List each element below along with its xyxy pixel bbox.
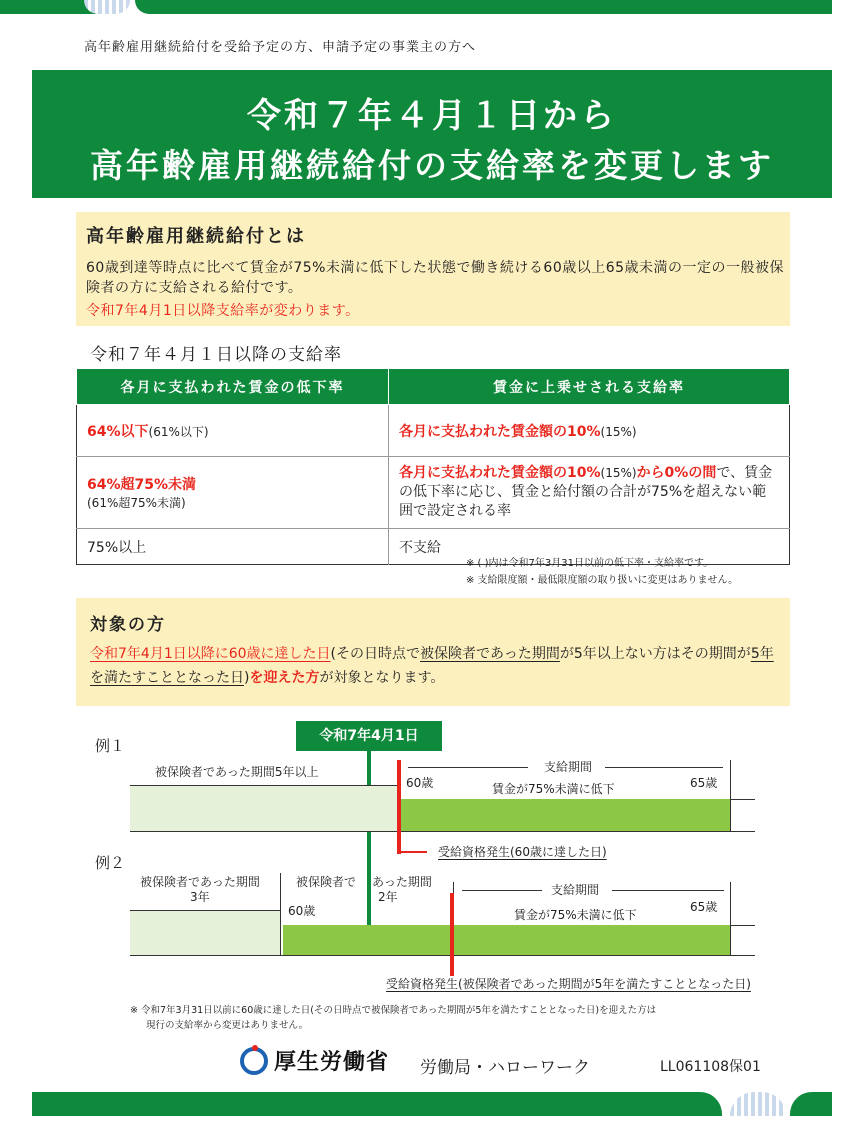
bottom-band — [790, 1092, 832, 1116]
ministry-logo — [240, 1045, 389, 1076]
eligibility-label: 受給資格発生(被保険者であった期間が5年を満たすこととなった日) — [386, 977, 751, 991]
age-60-label: 60歳 — [288, 904, 316, 918]
rate-value: 75%以上 — [87, 539, 147, 556]
footnote-line: 現行の支給率から変更はありません。 — [146, 1020, 309, 1031]
target-highlight: 令和7年4月1日以降に60歳に達した日 — [90, 646, 331, 662]
insured-period-label: あった期間 — [372, 875, 432, 889]
benefit-rate-description: で、賃金の低下率に応じ、賃金と給付額の合計が75%を超えない範囲で設定される率 — [399, 465, 773, 519]
title-line-1: 令和７年４月１日から — [247, 96, 617, 136]
ministry-name: 厚生労働省 — [274, 1050, 390, 1075]
note: ※ 支給限度額・最低限度額の取り扱いに変更はありません。 — [466, 575, 739, 586]
subheading: 高年齢雇用継続給付を受給予定の方、申請予定の事業主の方へ — [84, 40, 477, 55]
insured-period-label: 被保険者で — [296, 875, 357, 889]
bar-outline — [130, 831, 755, 832]
table-row — [77, 457, 790, 529]
benefit-rate: 不支給 — [399, 539, 441, 556]
top-band — [135, 0, 832, 14]
benefit-period-label: 支給期間 — [551, 883, 600, 897]
bar-outline — [130, 955, 755, 956]
title-banner — [32, 70, 832, 198]
insured-period-label: 被保険者であった期間 — [140, 875, 260, 889]
about-box — [76, 212, 790, 326]
about-heading: 高年齢雇用継続給付とは — [86, 226, 306, 247]
target-heading: 対象の方 — [90, 615, 166, 635]
eligibility-marker — [397, 760, 401, 854]
period-divider — [730, 760, 731, 831]
age-65-label: 65歳 — [690, 776, 718, 790]
target-highlight: を迎えた方 — [249, 670, 320, 686]
footnote — [130, 1003, 656, 1033]
old-rate-value: (61%以下) — [148, 424, 209, 439]
example-2-label: 例２ — [95, 854, 126, 872]
rate-value: 64%以下 — [87, 423, 149, 440]
table-header: 各月に支払われた賃金の低下率 — [77, 369, 389, 405]
note: ※ ( )内は令和7年3月31日以前の低下率・支給率です。 — [466, 558, 714, 569]
bar-outline — [130, 910, 280, 911]
bureau-name: 労働局・ハローワーク — [420, 1058, 590, 1078]
period-divider — [280, 873, 281, 955]
target-box — [76, 598, 790, 706]
table-cell — [77, 405, 389, 457]
target-text-segment: ) — [244, 670, 250, 686]
target-underline: 5年を満たすこととなった日 — [90, 646, 774, 686]
target-text-segment: (その日時点で — [330, 646, 421, 662]
table-cell — [77, 457, 389, 529]
old-rate-value: (61%超75%未満) — [87, 496, 186, 510]
bar-outline — [730, 799, 755, 800]
age-65-label: 65歳 — [690, 900, 718, 914]
period-arrow-line — [612, 890, 724, 891]
date-tag: 令和7年4月1日 — [296, 721, 442, 751]
target-text-segment: が対象となります。 — [319, 670, 445, 686]
old-benefit-rate: (15%) — [600, 466, 637, 480]
old-benefit-rate: (15%) — [600, 424, 637, 439]
insured-period-bar — [130, 910, 280, 955]
about-text: 60歳到達等時点に比べて賃金が75%未満に低下した状態で働き続ける60歳以上65歳未満の一定の一般被保険者の方に支給される給付です。 — [86, 260, 785, 296]
target-underline: 被保険者であった期間 — [420, 646, 560, 662]
benefit-rate: 各月に支払われた賃金額の10% — [399, 423, 601, 440]
eligibility-pointer — [397, 851, 427, 853]
rate-value: 64%超75%未満 — [87, 477, 197, 493]
target-text-segment: が5年以上ない方はその期間が — [559, 646, 751, 662]
document-code: LL061108保01 — [660, 1059, 761, 1075]
ministry-logo-icon — [240, 1047, 268, 1075]
insured-period-bar — [130, 785, 400, 831]
title-line-2: 高年齢雇用継続給付の支給率を変更します — [90, 146, 774, 185]
bottom-band — [32, 1092, 722, 1116]
footnote-line: ※ 令和7年3月31日以前に60歳に達した日(その日時点で被保険者であった期間が5年を満たすこととなった日)を迎えた方は — [130, 1005, 657, 1016]
period-arrow-line — [462, 890, 542, 891]
insured-period-label: 被保険者であった期間5年以上 — [155, 765, 319, 779]
bottom-stripe-decoration — [730, 1092, 786, 1116]
about-change-notice: 令和7年4月1日以降支給率が変わります。 — [86, 303, 360, 319]
bar-outline — [130, 785, 400, 786]
insured-years-label: 3年 — [190, 890, 210, 904]
period-divider — [730, 882, 731, 955]
insured-years-label: 2年 — [378, 890, 398, 904]
table-cell — [77, 529, 389, 565]
wage-drop-label: 賃金が75%未満に低下 — [514, 908, 637, 922]
benefit-rate: 各月に支払われた賃金額の10% — [399, 465, 601, 481]
benefit-period-bar — [283, 925, 730, 955]
benefit-period-label: 支給期間 — [544, 760, 593, 774]
period-arrow-line — [408, 767, 528, 768]
table-header: 賃金に上乗せされる支給率 — [389, 369, 790, 405]
table-header-row — [77, 369, 790, 405]
bar-outline — [730, 925, 755, 926]
example-1-label: 例１ — [95, 737, 126, 755]
period-arrow-line — [605, 767, 723, 768]
rate-table — [76, 368, 790, 565]
top-stripe-decoration — [84, 0, 130, 14]
benefit-rate-range: から0%の間 — [636, 465, 717, 481]
benefit-period-bar — [400, 799, 730, 831]
target-text — [90, 642, 786, 690]
eligibility-label: 受給資格発生(60歳に達した日) — [438, 845, 607, 859]
table-cell — [389, 457, 790, 529]
eligibility-marker — [450, 893, 454, 976]
age-60-label: 60歳 — [406, 776, 434, 790]
table-row — [77, 405, 790, 457]
table-cell — [389, 405, 790, 457]
rate-heading: 令和７年４月１日以降の支給率 — [90, 345, 342, 365]
wage-drop-label: 賃金が75%未満に低下 — [492, 782, 615, 796]
table-notes — [466, 555, 738, 589]
